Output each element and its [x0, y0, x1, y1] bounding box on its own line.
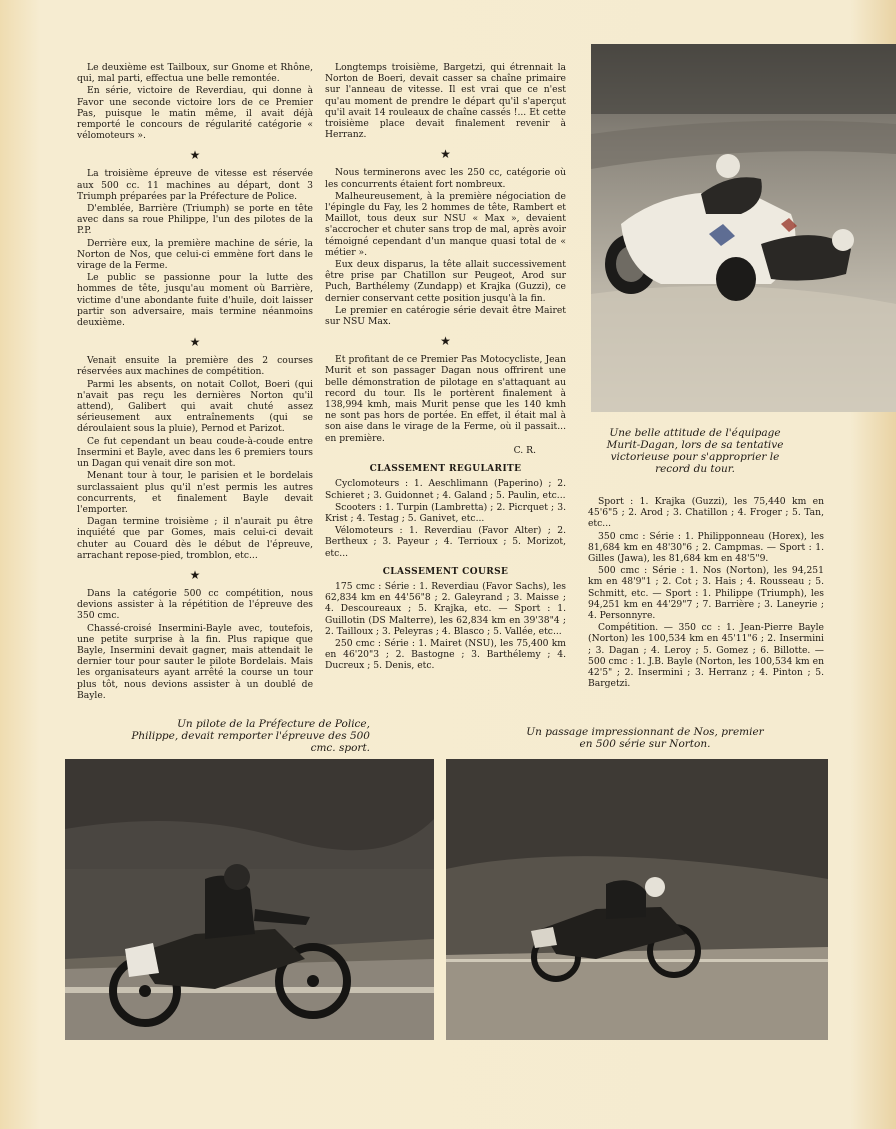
result-line: Cyclomoteurs : 1. Aeschlimann (Paperino) ; 2. Schieret ; 3. Guidonnet ; 4. Galand ; 5. Paulin, etc... — [325, 478, 566, 501]
section-heading: CLASSEMENT REGULARITE — [369, 464, 522, 475]
paragraph: La troisième épreuve de vitesse est réservée aux 500 cc. 11 machines au départ, dont 3 Triumph préparées par la Préfecture de Police. — [77, 168, 313, 202]
author-signature: C. R. — [513, 444, 536, 456]
result-line: Vélomoteurs : 1. Reverdiau (Favor Alter) ; 2. Bertheux ; 3. Payeur ; 4. Terrioux ; 5. Morizot, etc... — [325, 525, 566, 559]
article-column-1 — [77, 62, 313, 702]
star-separator: ★ — [189, 567, 201, 582]
paragraph: Derrière eux, la première machine de série, la Norton de Nos, que celui-ci emmène fort dans le virage de la Ferme. — [77, 237, 313, 272]
paragraph: D'emblée, Barrière (Triumph) se porte en tête avec dans sa roue Philippe, l'un des pilotes de la P.P. — [77, 203, 313, 237]
star-separator: ★ — [440, 334, 451, 349]
paragraph: Ce fut cependant un beau coude-à-coude entre Insermini et Bayle, avec dans les 6 premiers tours un Dagan qui venait dire son mot. — [77, 435, 313, 470]
paragraph: Dagan termine troisième ; il n'aurait pu être inquiété que par Gomes, mais celui-ci devait chuter au Couard dès le début de l'épreuve, arrachant repose-pied, tromblon, etc... — [77, 516, 313, 561]
result-line: 500 cmc : Série : 1. Nos (Norton), les 94,251 km en 48'9"1 ; 2. Cot ; 3. Hais ; 4. Rousseau ; 5. Schmitt, etc. — Sport : 1. Philippe (Triumph), les 94,251 km en 44'29"7 ; 7. Barrière ; 3. Laneyrie ; 4. Personnyre. — [588, 565, 824, 622]
paragraph: Malheureusement, à la première négociation de l'épingle du Fay, les 2 hommes de tête, Rambert et Maillot, tous deux sur NSU « Max », devaient s'accrocher et chuter sans trop de mal, après avoir témoigné cependant d'un manque quasi total de « métier ». — [325, 190, 566, 258]
star-separator: ★ — [189, 148, 201, 163]
paragraph: Menant tour à tour, le parisien et le bordelais surclassaient plus qu'il n'est permis les autres concurrents, et finalement Bayle devait l'emporter. — [77, 470, 313, 515]
paragraph: Et profitant de ce Premier Pas Motocycliste, Jean Murit et son passager Dagan nous offrirent une belle démonstration de pilotage en s'attaquant au record du tour. Ils le portèrent finalement à 138,994 kmh, mais Murit pense que les 140 kmh ne sont pas hors de portée. En effet, il était mal à son aise dans le virage de la Ferme, où il passait... en première. — [325, 354, 566, 444]
paragraph: Eux deux disparus, la tête allait successivement être prise par Chatillon sur Peugeot, Arod sur Puch, Barthélemy (Zundapp) et Krajka (Guzzi), ce dernier conservant cette position jusqu'à la fin. — [325, 259, 566, 304]
star-separator: ★ — [189, 335, 201, 350]
result-line: 175 cmc : Série : 1. Reverdiau (Favor Sachs), les 62,834 km en 44'56"8 ; 2. Galeyrand ; 3. Maisse ; 4. Descoureaux ; 5. Krajka, etc. — Sport : 1. Guillotin (DS Malterre), les 62,834 km en 39'38"4 ; 2. Tailloux ; 3. Peleyras ; 4. Blasco ; 5. Vallée, etc... — [325, 580, 566, 637]
article-column-3 — [588, 496, 824, 690]
paragraph: Chassé-croisé Insermini-Bayle avec, toutefois, une petite surprise à la fin. Plus rapique que Bayle, Insermini devait gagner, mais attendait le dernier tour pour sauter le pilote Bordelais. Mais les organisateurs ayant arrêté la course un tour plus tôt, nous devions assister à un doublé de Bayle. — [77, 622, 313, 701]
result-line: Compétition. — 350 cc : 1. Jean-Pierre Bayle (Norton) les 100,534 km en 45'11"6 ; 2. Insermini ; 3. Dagan ; 4. Leroy ; 5. Gomez ; 6. Billotte. — 500 cmc : 1. J.B. Bayle (Norton, les 100,534 km en 42'5" ; 2. Insermini ; 3. Herranz ; 4. Pinton ; 5. Bargetzi. — [588, 622, 824, 690]
paragraph: Venait ensuite la première des 2 courses réservées aux machines de compétition. — [77, 355, 313, 378]
paragraph: Dans la catégorie 500 cc compétition, nous devions assister à la répétition de l'épreuve des 350 cmc. — [77, 587, 313, 622]
rider-photo-right — [446, 759, 828, 1040]
paragraph: Le public se passionne pour la lutte des hommes de tête, jusqu'au moment où Barrière, victime d'une abondante fuite d'huile, doit laisser partir son adversaire, mais termine néanmoins deuxième. — [77, 272, 313, 329]
left-photo-caption: Un pilote de la Préfecture de Police, Philippe, devait remporter l'épreuve des 500 cmc. sport. — [131, 718, 370, 754]
paragraph: Longtemps troisième, Bargetzi, qui étrennait la Norton de Boeri, devait casser sa chaîne primaire sur l'anneau de vitesse. Il est vrai que ce n'est qu'au moment de prendre le départ qu'il s'aperçut qu'il avait 14 rouleaux de chaîne cassés !... Et cette troisième place devait finalement revenir à Herranz. — [325, 62, 566, 141]
article-column-2 — [325, 62, 566, 673]
result-line: Scooters : 1. Turpin (Lambretta) ; 2. Picrquet ; 3. Krist ; 4. Testag ; 5. Ganivet, etc... — [325, 501, 566, 524]
paragraph: En série, victoire de Reverdiau, qui donne à Favor une seconde victoire lors de ce Premier Pas, puisque le matin même, il avait déjà remporté le concours de régularité catégorie « vélomoteurs ». — [77, 85, 313, 142]
sidecar-caption: Une belle attitude de l'équipage Murit-Dagan, lors de sa tentative victorieuse pour s'approprier le record du tour. — [606, 427, 784, 475]
paragraph: Parmi les absents, on notait Collot, Boeri (qui n'avait pas reçu les dernières Norton qu'il attend), Galibert qui avait chuté assez sérieusement aux entraînements (qui se déroulaient sous la pluie), Pernod et Parizot. — [77, 378, 313, 435]
right-photo-caption: Un passage impressionnant de Nos, premier en 500 série sur Norton. — [526, 726, 764, 750]
paragraph: Nous terminerons avec les 250 cc, catégorie où les concurrents étaient fort nombreux. — [325, 167, 566, 190]
rider-photo-left — [65, 759, 434, 1040]
result-line: Sport : 1. Krajka (Guzzi), les 75,440 km en 45'6"5 ; 2. Arod ; 3. Chatillon ; 4. Froger ; 5. Tan, etc... — [588, 496, 824, 530]
star-separator: ★ — [440, 147, 451, 162]
paragraph: Le deuxième est Tailboux, sur Gnome et Rhône, qui, mal parti, effectua une belle remontée. — [77, 62, 313, 85]
sidecar-photo — [591, 44, 896, 412]
result-line: 250 cmc : Série : 1. Mairet (NSU), les 75,400 km en 46'20"3 ; 2. Bastogne ; 3. Barthélemy ; 4. Ducreux ; 5. Denis, etc. — [325, 637, 566, 672]
result-line: 350 cmc : Série : 1. Philipponneau (Horex), les 81,684 km en 48'30"6 ; 2. Campmas. — Sport : 1. Gilles (Jawa), les 81,684 km en 48'5"9. — [588, 530, 824, 565]
section-heading: CLASSEMENT COURSE — [382, 566, 509, 577]
paragraph: Le premier en catérogie série devait être Mairet sur NSU Max. — [325, 304, 566, 328]
